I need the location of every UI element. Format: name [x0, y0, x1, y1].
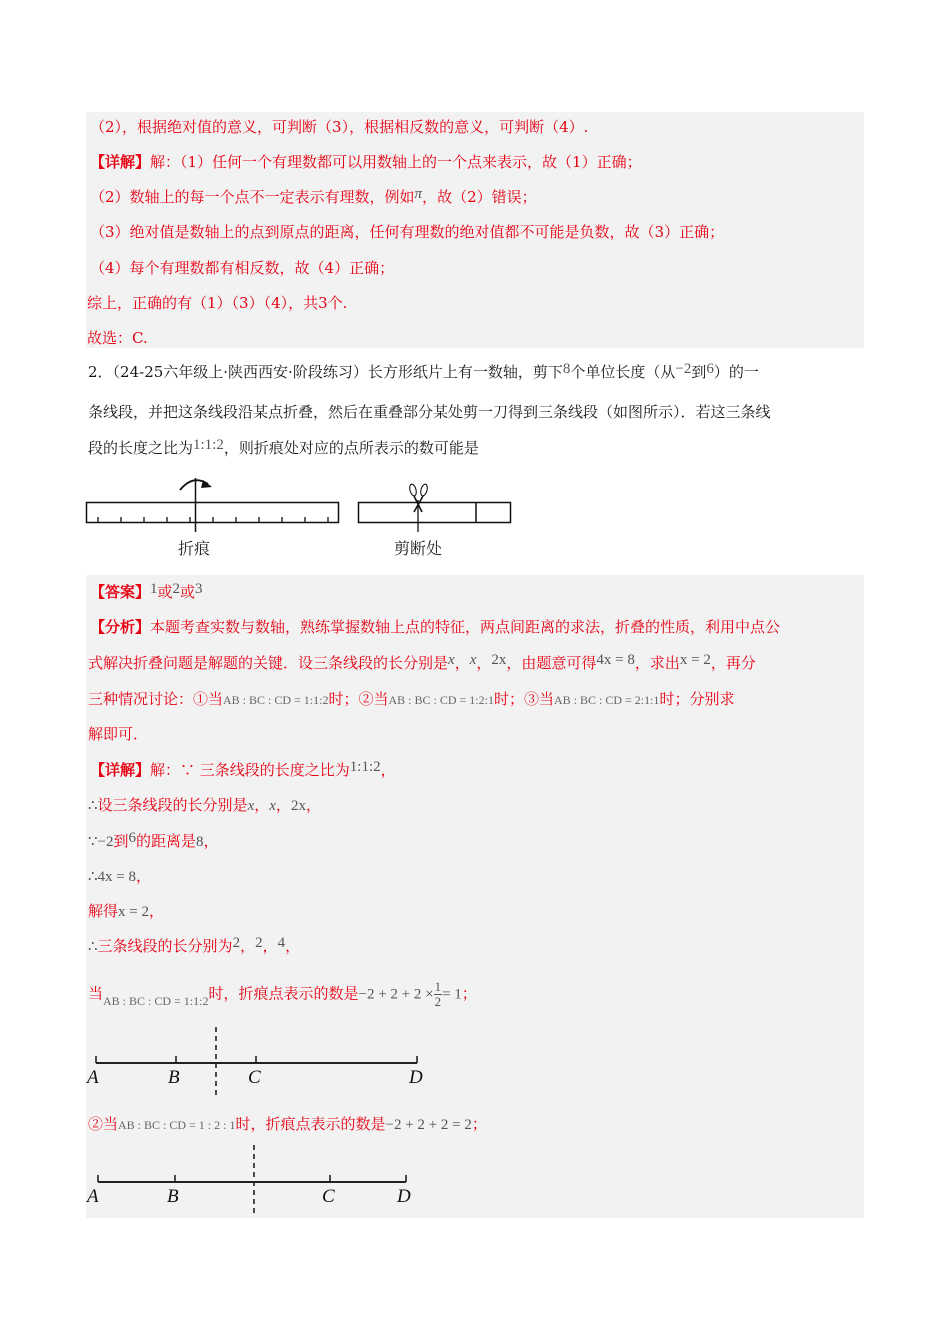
math-var: x	[448, 652, 455, 668]
math-ratio: AB : BC : CD = 1:1:2	[223, 693, 329, 707]
therefore-symbol: ∴	[88, 798, 98, 814]
detail-text: ②当	[88, 1115, 119, 1133]
math-var: x	[247, 798, 255, 814]
question-text: ，则折痕处对应的点所表示的数可能是	[223, 439, 479, 457]
pi-symbol: π	[414, 186, 423, 202]
detail-text: 时，折痕点表示的数是	[208, 984, 359, 1003]
math-value: 6	[706, 361, 714, 377]
sep: ，	[305, 796, 321, 814]
analysis-text: 分别求	[689, 690, 735, 708]
sep: ，	[275, 796, 291, 814]
answer-text: 或	[180, 583, 196, 601]
cut-caption: 剪断处	[394, 539, 443, 558]
analysis-text: 时；	[659, 690, 690, 708]
analysis-text: ，由题意可得	[506, 654, 597, 672]
sep: ；	[471, 1115, 487, 1133]
solution-line: 故选：C.	[87, 329, 148, 347]
math-value: 8	[196, 834, 204, 850]
analysis-text: 时；	[328, 690, 359, 708]
math-result: = 1	[442, 986, 462, 1003]
math-eq: x = 2	[679, 652, 711, 668]
therefore-symbol: ∴	[88, 939, 98, 955]
detail-text: 解：∵ 三条线段的长度之比为	[150, 761, 350, 779]
analysis-text: ③当	[523, 690, 554, 708]
sep: ，	[148, 902, 164, 920]
because-symbol: ∵	[88, 834, 98, 850]
solution-line: （2），根据绝对值的意义，可判断（3），根据相反数的意义，可判断（4）.	[90, 118, 589, 136]
answer-value: 1	[150, 581, 158, 597]
analysis-text: 三种情况讨论：①当	[88, 690, 224, 708]
therefore-symbol: ∴	[88, 869, 98, 885]
math-var: 2x	[290, 798, 306, 814]
segment-ticks	[98, 1175, 406, 1182]
point-label-d: D	[397, 1186, 411, 1207]
fraction-numerator: 1	[434, 979, 442, 994]
answer-text: 或	[157, 583, 173, 601]
question-source: （24-25六年级上·陕西西安·阶段练习）	[112, 363, 368, 381]
point-label-a: A	[87, 1067, 99, 1088]
point-label-d: D	[409, 1067, 423, 1088]
sep: ；	[461, 984, 477, 1003]
detail-text: 解得	[88, 902, 119, 920]
sep: ，	[262, 937, 278, 955]
detail-text: 到	[113, 832, 129, 850]
detail-text: 设三条线段的长分别是	[97, 796, 248, 814]
solution-line: （3）绝对值是数轴上的点到原点的距离，任何有理数的绝对值都不可能是负数，故（3）正确；	[90, 223, 725, 241]
math-var: x	[469, 652, 477, 668]
math-ratio: AB : BC : CD = 1:1:2	[103, 993, 209, 1008]
solution-line: 综上，正确的有（1）（3）（4），共3个.	[87, 294, 348, 312]
math-ratio: 1:1:2	[349, 759, 381, 775]
analysis-text: ，求出	[634, 654, 680, 672]
detail-text: 当	[88, 984, 104, 1003]
sep: ，	[203, 832, 219, 850]
sep: ，	[454, 654, 470, 672]
detail-tag: 【详解】	[90, 761, 151, 779]
sep: ，	[285, 937, 301, 955]
math-value: 2	[255, 935, 263, 951]
question-text: 长方形纸片上有一数轴，剪下	[367, 363, 563, 381]
math-var: x	[269, 798, 276, 814]
answer-tag: 【答案】	[90, 583, 151, 601]
math-eq: x = 2	[118, 904, 149, 920]
answer-value: 3	[195, 581, 203, 597]
math-value: 6	[128, 830, 137, 846]
fold-caption: 折痕	[178, 539, 211, 558]
math-value: 4	[277, 935, 286, 951]
solution-line: （4）每个有理数都有相反数，故（4）正确；	[90, 259, 395, 277]
fraction-denominator: 2	[434, 994, 442, 1009]
sep: ，	[380, 761, 396, 779]
detail-tag: 【详解】	[90, 153, 151, 171]
math-expr: −2 + 2 + 2 = 2	[385, 1117, 472, 1133]
math-value: 2	[232, 935, 241, 951]
question-number: 2．	[88, 363, 113, 381]
answer-value: 2	[172, 581, 181, 597]
math-eq: 4x = 8	[596, 652, 635, 668]
point-label-a: A	[87, 1186, 99, 1207]
detail-text: 的距离是	[136, 832, 197, 850]
math-value: 8	[562, 361, 571, 377]
question-text: 段的长度之比为	[88, 439, 194, 457]
sep: ，	[476, 654, 492, 672]
math-ratio: AB : BC : CD = 1:2:1	[388, 693, 494, 707]
point-label-c: C	[248, 1067, 261, 1088]
solution-text: ，故（2）错误；	[422, 188, 537, 206]
analysis-text: ②当	[358, 690, 389, 708]
math-var: 2x	[491, 652, 507, 668]
question-text: 个单位长度（从	[570, 363, 676, 381]
sep: ，	[136, 867, 152, 885]
math-value: −2	[97, 834, 114, 850]
analysis-line-4: 解即可．	[88, 725, 149, 743]
math-expr: −2 + 2 + 2 ×	[358, 986, 434, 1003]
math-value: −2	[675, 361, 692, 377]
analysis-text: 式解决折叠问题是解题的关键．设三条线段的长分别是	[88, 654, 449, 672]
question-text: ）的一	[713, 363, 759, 381]
math-ratio: AB : BC : CD = 2:1:1	[553, 693, 660, 707]
question-text: 到	[691, 363, 707, 381]
analysis-text: 本题考查实数与数轴，熟练掌握数轴上点的特征，两点间距离的求法，折叠的性质，利用中点公	[150, 618, 781, 636]
analysis-text: ，再分	[710, 654, 756, 672]
detail-text: 时，折痕点表示的数是	[235, 1115, 386, 1133]
math-eq: 4x = 8	[97, 869, 137, 885]
ratio-value: 1:1:2	[193, 437, 224, 453]
question-line-2: 条线段，并把这条线段沿某点折叠，然后在重叠部分某处剪一刀得到三条线段（如图所示）．若这三条线	[88, 403, 771, 421]
solution-text: （2）数轴上的每一个点不一定表示有理数，例如	[90, 188, 415, 206]
math-ratio: AB : BC : CD = 1 : 2 : 1	[118, 1118, 236, 1132]
point-label-c: C	[322, 1186, 335, 1207]
point-label-b: B	[167, 1186, 179, 1207]
sep: ，	[240, 937, 256, 955]
analysis-tag: 【分析】	[90, 618, 151, 636]
solution-text: 解：（1）任何一个有理数都可以用数轴上的一个点来表示，故（1）正确；	[150, 153, 642, 171]
sep: ，	[254, 796, 270, 814]
point-label-b: B	[168, 1067, 180, 1088]
analysis-text: 时；	[493, 690, 524, 708]
detail-text: 三条线段的长分别为	[97, 937, 233, 955]
